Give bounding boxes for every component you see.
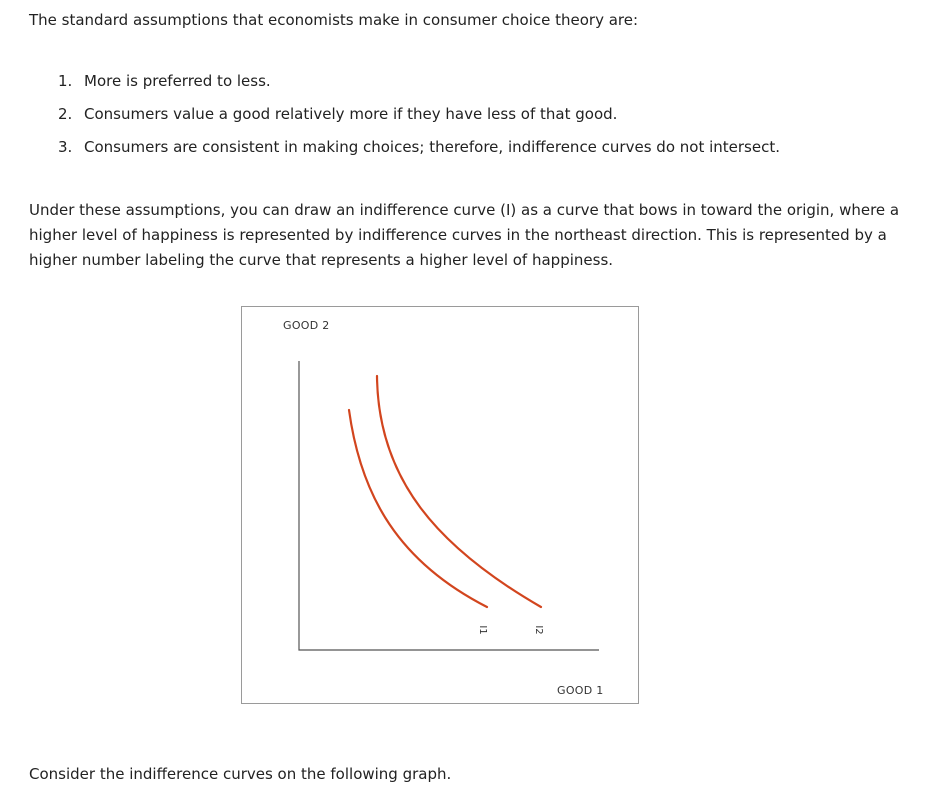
assumption-item	[58, 105, 780, 138]
assumption-text: More is preferred to less.	[84, 72, 271, 90]
indifference-curve-i2	[377, 376, 541, 607]
curve-label-i2: I2	[533, 625, 544, 635]
assumption-text: Consumers value a good relatively more if they have less of that good.	[84, 105, 618, 123]
assumption-item	[58, 72, 780, 105]
y-axis-label: GOOD 2	[283, 319, 330, 332]
indifference-curve-i1	[349, 410, 487, 607]
graph-svg	[242, 307, 640, 705]
indifference-curve-graph	[241, 306, 639, 704]
assumption-number: 1.	[58, 72, 73, 90]
assumption-number: 3.	[58, 138, 73, 156]
explanation-text: Under these assumptions, you can draw an indifference curve (I) as a curve that bows in toward the origin, where a higher level of happiness is represented by indifference curves in the northeast direction. This is represented by a higher number labeling the curve that represents a higher level of happiness.	[29, 201, 900, 269]
assumption-item	[58, 138, 780, 171]
axes	[299, 361, 599, 650]
assumptions-list	[58, 72, 780, 171]
x-axis-label: GOOD 1	[557, 684, 604, 697]
curve-label-i1: I1	[477, 625, 488, 635]
intro-text: The standard assumptions that economists make in consumer choice theory are:	[29, 11, 639, 29]
assumption-text: Consumers are consistent in making choices; therefore, indifference curves do not intersect.	[84, 138, 780, 156]
assumption-number: 2.	[58, 105, 73, 123]
consider-text: Consider the indifference curves on the following graph.	[29, 765, 452, 783]
